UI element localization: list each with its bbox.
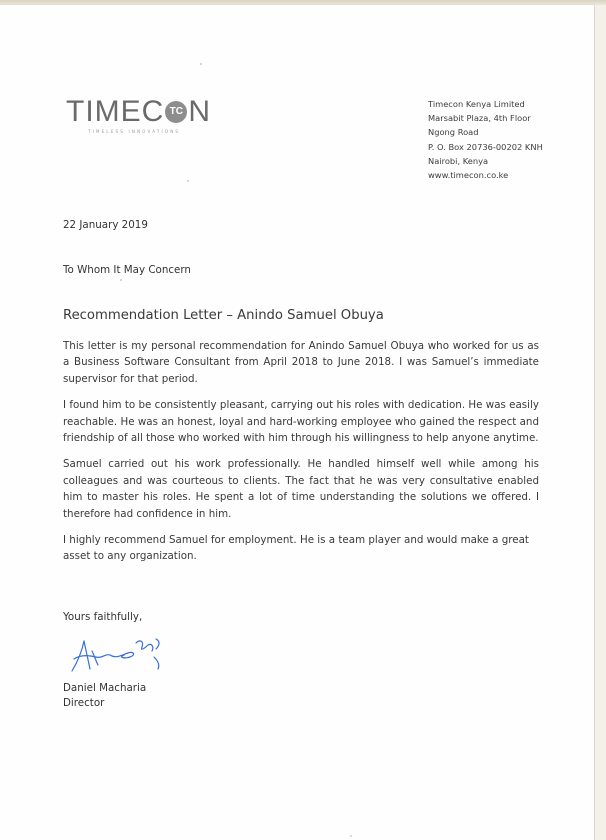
logo-word-after: N [188, 95, 211, 128]
company-address [428, 97, 543, 182]
body-paragraph: I found him to be consistently pleasant, carrying out his roles with dedication. He was easily reachable. He was an honest, loyal and hard-working employee who gained the respect and friendship of all those who worked with him through his willingness to help anyone anytime. [63, 399, 539, 445]
salutation: To Whom It May Concern [63, 264, 191, 276]
letter-date: 22 January 2019 [63, 219, 148, 231]
address-line: Ngong Road [428, 127, 479, 138]
company-logo [66, 95, 216, 139]
signer-name: Daniel Macharia [63, 682, 147, 694]
address-line: Nairobi, Kenya [428, 155, 489, 166]
letter-body [63, 338, 539, 575]
logo-tagline: TIMELESS INNOVATIONS [88, 129, 181, 134]
address-line: Timecon Kenya Limited [428, 99, 525, 109]
handwritten-signature-icon [70, 633, 170, 675]
signer-block [63, 681, 146, 711]
scan-speck [350, 835, 352, 837]
signer-title: Director [63, 697, 105, 709]
body-paragraph: I highly recommend Samuel for employment. He is a team player and would make a great asset to any organization. [63, 534, 529, 563]
logo-tc-badge-icon: TC [165, 101, 187, 123]
scan-speck [120, 279, 122, 281]
scan-speck [187, 180, 189, 182]
closing: Yours faithfully, [63, 611, 143, 623]
body-paragraph: This letter is my personal recommendation for Anindo Samuel Obuya who worked for us as a Business Software Consultant from April 2018 to June 2018. I was Samuel’s immediate supervisor for that period. [63, 340, 539, 385]
letter-page [0, 4, 595, 840]
logo-wordmark [66, 95, 211, 129]
scan-speck [200, 63, 202, 65]
address-line: P. O. Box 20736-00202 KNH [428, 141, 543, 152]
address-website: www.timecon.co.ke [428, 170, 509, 181]
address-line: Marsabit Plaza, 4th Floor [428, 113, 531, 124]
body-paragraph: Samuel carried out his work professionally. He handled himself well while among his colleagues and was courteous to clients. The fact that he was very consultative enabled him to master his roles. He spent a lot of time understanding the solutions we offered. I therefore had confidence in him. [63, 458, 539, 520]
letter-subject: Recommendation Letter – Anindo Samuel Obuya [63, 308, 384, 323]
logo-word-before: TIMEC [66, 95, 165, 128]
